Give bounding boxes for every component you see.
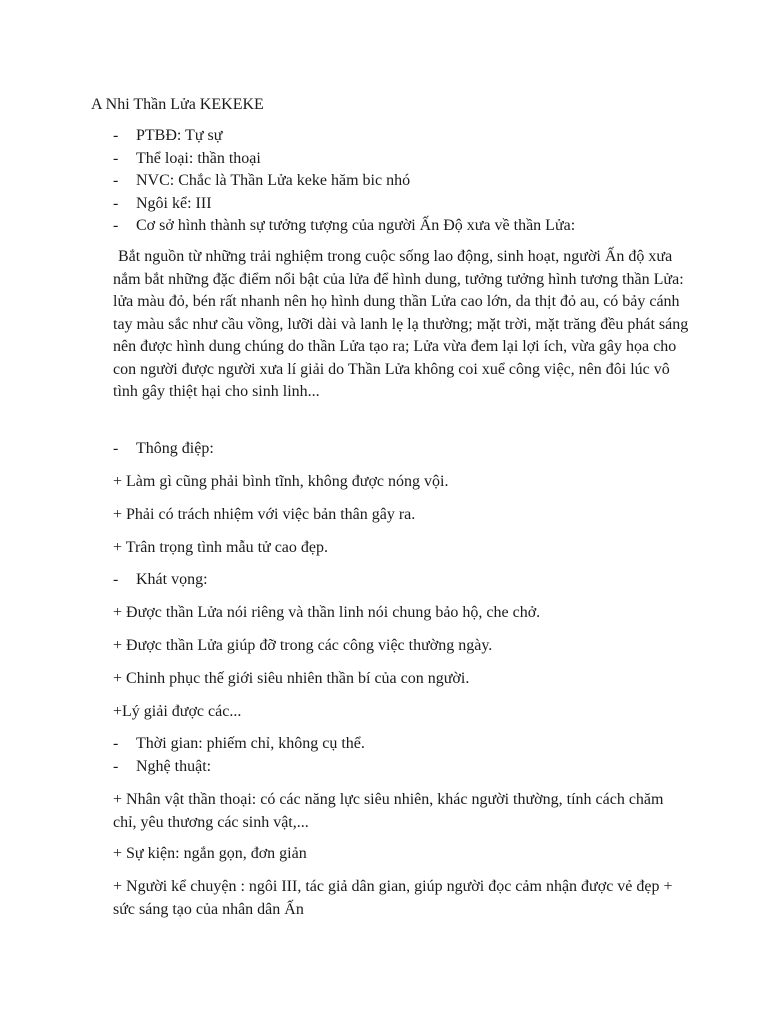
message-heading: Thông điệp: (136, 440, 214, 457)
aspiration-heading: Khát vọng: (136, 571, 208, 588)
list-item-text: Ngôi kể: III (136, 194, 212, 212)
aspiration-point: + Chinh phục thế giới siêu nhiên thần bí của con người. (113, 670, 470, 687)
list-item-text: Thời gian: phiếm chỉ, không cụ thể. (136, 735, 365, 752)
dash-bullet: - (113, 757, 119, 775)
dash-bullet: - (113, 217, 119, 234)
list-item (113, 170, 713, 193)
message-point: + Trân trọng tình mẫu tử cao đẹp. (113, 539, 329, 556)
aspiration-point: + Được thần Lửa giúp đỡ trong các công việc thường ngày. (113, 637, 493, 654)
list-item-text: Cơ sở hình thành sự tưởng tượng của người Ấn Độ xưa về thần Lửa: (136, 217, 576, 234)
list-item (113, 148, 713, 171)
origin-paragraph: Bắt nguồn từ những trải nghiệm trong cuộc sống lao động, sinh hoạt, người Ấn độ xưa nắm bắt những đặc điểm nổi bật của lửa để hình dung, tưởng tưởng hình tương thần Lửa: lửa màu đỏ, bén rất nhanh nên họ hình dung thần Lửa cao lớn, da thịt đỏ au, có bảy cánh tay màu sắc như cầu vồng, lưỡi dài và lanh lẹ lạ thường; mặt trời, mặt trăng đều phát sáng nên được hình dung chúng do thần Lửa tạo ra; Lửa vừa đem lại lợi ích, vừa gây họa cho con người được người xưa lí giải do Thần Lửa không coi xuể công việc, nên đôi lúc vô tình gây thiệt hại cho sinh linh... (113, 248, 689, 400)
list-item (113, 756, 713, 779)
aspiration-point: +Lý giải được các... (113, 703, 242, 720)
dash-bullet: - (113, 735, 119, 752)
dash-bullet: - (113, 149, 119, 167)
list-item-text: Thể loại: thần thoại (136, 149, 261, 167)
aspiration-heading-list (113, 569, 713, 592)
message-point: + Phải có trách nhiệm với việc bản thân gây ra. (113, 506, 416, 523)
list-item-text: NVC: Chắc là Thần Lửa keke hăm bic nhó (136, 172, 411, 189)
list-item-text: PTBĐ: Tự sự (136, 127, 223, 144)
dash-bullet: - (113, 440, 119, 457)
detail-list (113, 733, 713, 778)
art-point: + Sự kiện: ngắn gọn, đơn giản (113, 845, 307, 862)
list-item-text: Nghệ thuật: (136, 757, 212, 775)
dash-bullet: - (113, 571, 119, 588)
list-item (113, 125, 713, 148)
list-item (113, 215, 713, 238)
list-item (113, 733, 713, 756)
art-point: + Nhân vật thần thoại: có các năng lực siêu nhiên, khác người thường, tính cách chăm chỉ, yêu thương các sinh vật,... (113, 791, 664, 831)
summary-list (113, 125, 713, 238)
dash-bullet: - (113, 172, 119, 189)
dash-bullet: - (113, 127, 119, 144)
document-title: A Nhi Thần Lửa KEKEKE (91, 96, 264, 113)
aspiration-point: + Được thần Lửa nói riêng và thần linh nói chung bảo hộ, che chở. (113, 604, 541, 621)
art-point: + Người kể chuyện : ngôi III, tác giả dân gian, giúp người đọc cảm nhận được vẻ đẹp + sức sáng tạo của nhân dân Ấn (113, 878, 673, 918)
list-item (113, 193, 713, 216)
message-point: + Làm gì cũng phải bình tĩnh, không được nóng vội. (113, 473, 449, 490)
list-item (113, 569, 713, 592)
dash-bullet: - (113, 194, 119, 212)
list-item (113, 438, 713, 461)
message-heading-list (113, 438, 713, 461)
